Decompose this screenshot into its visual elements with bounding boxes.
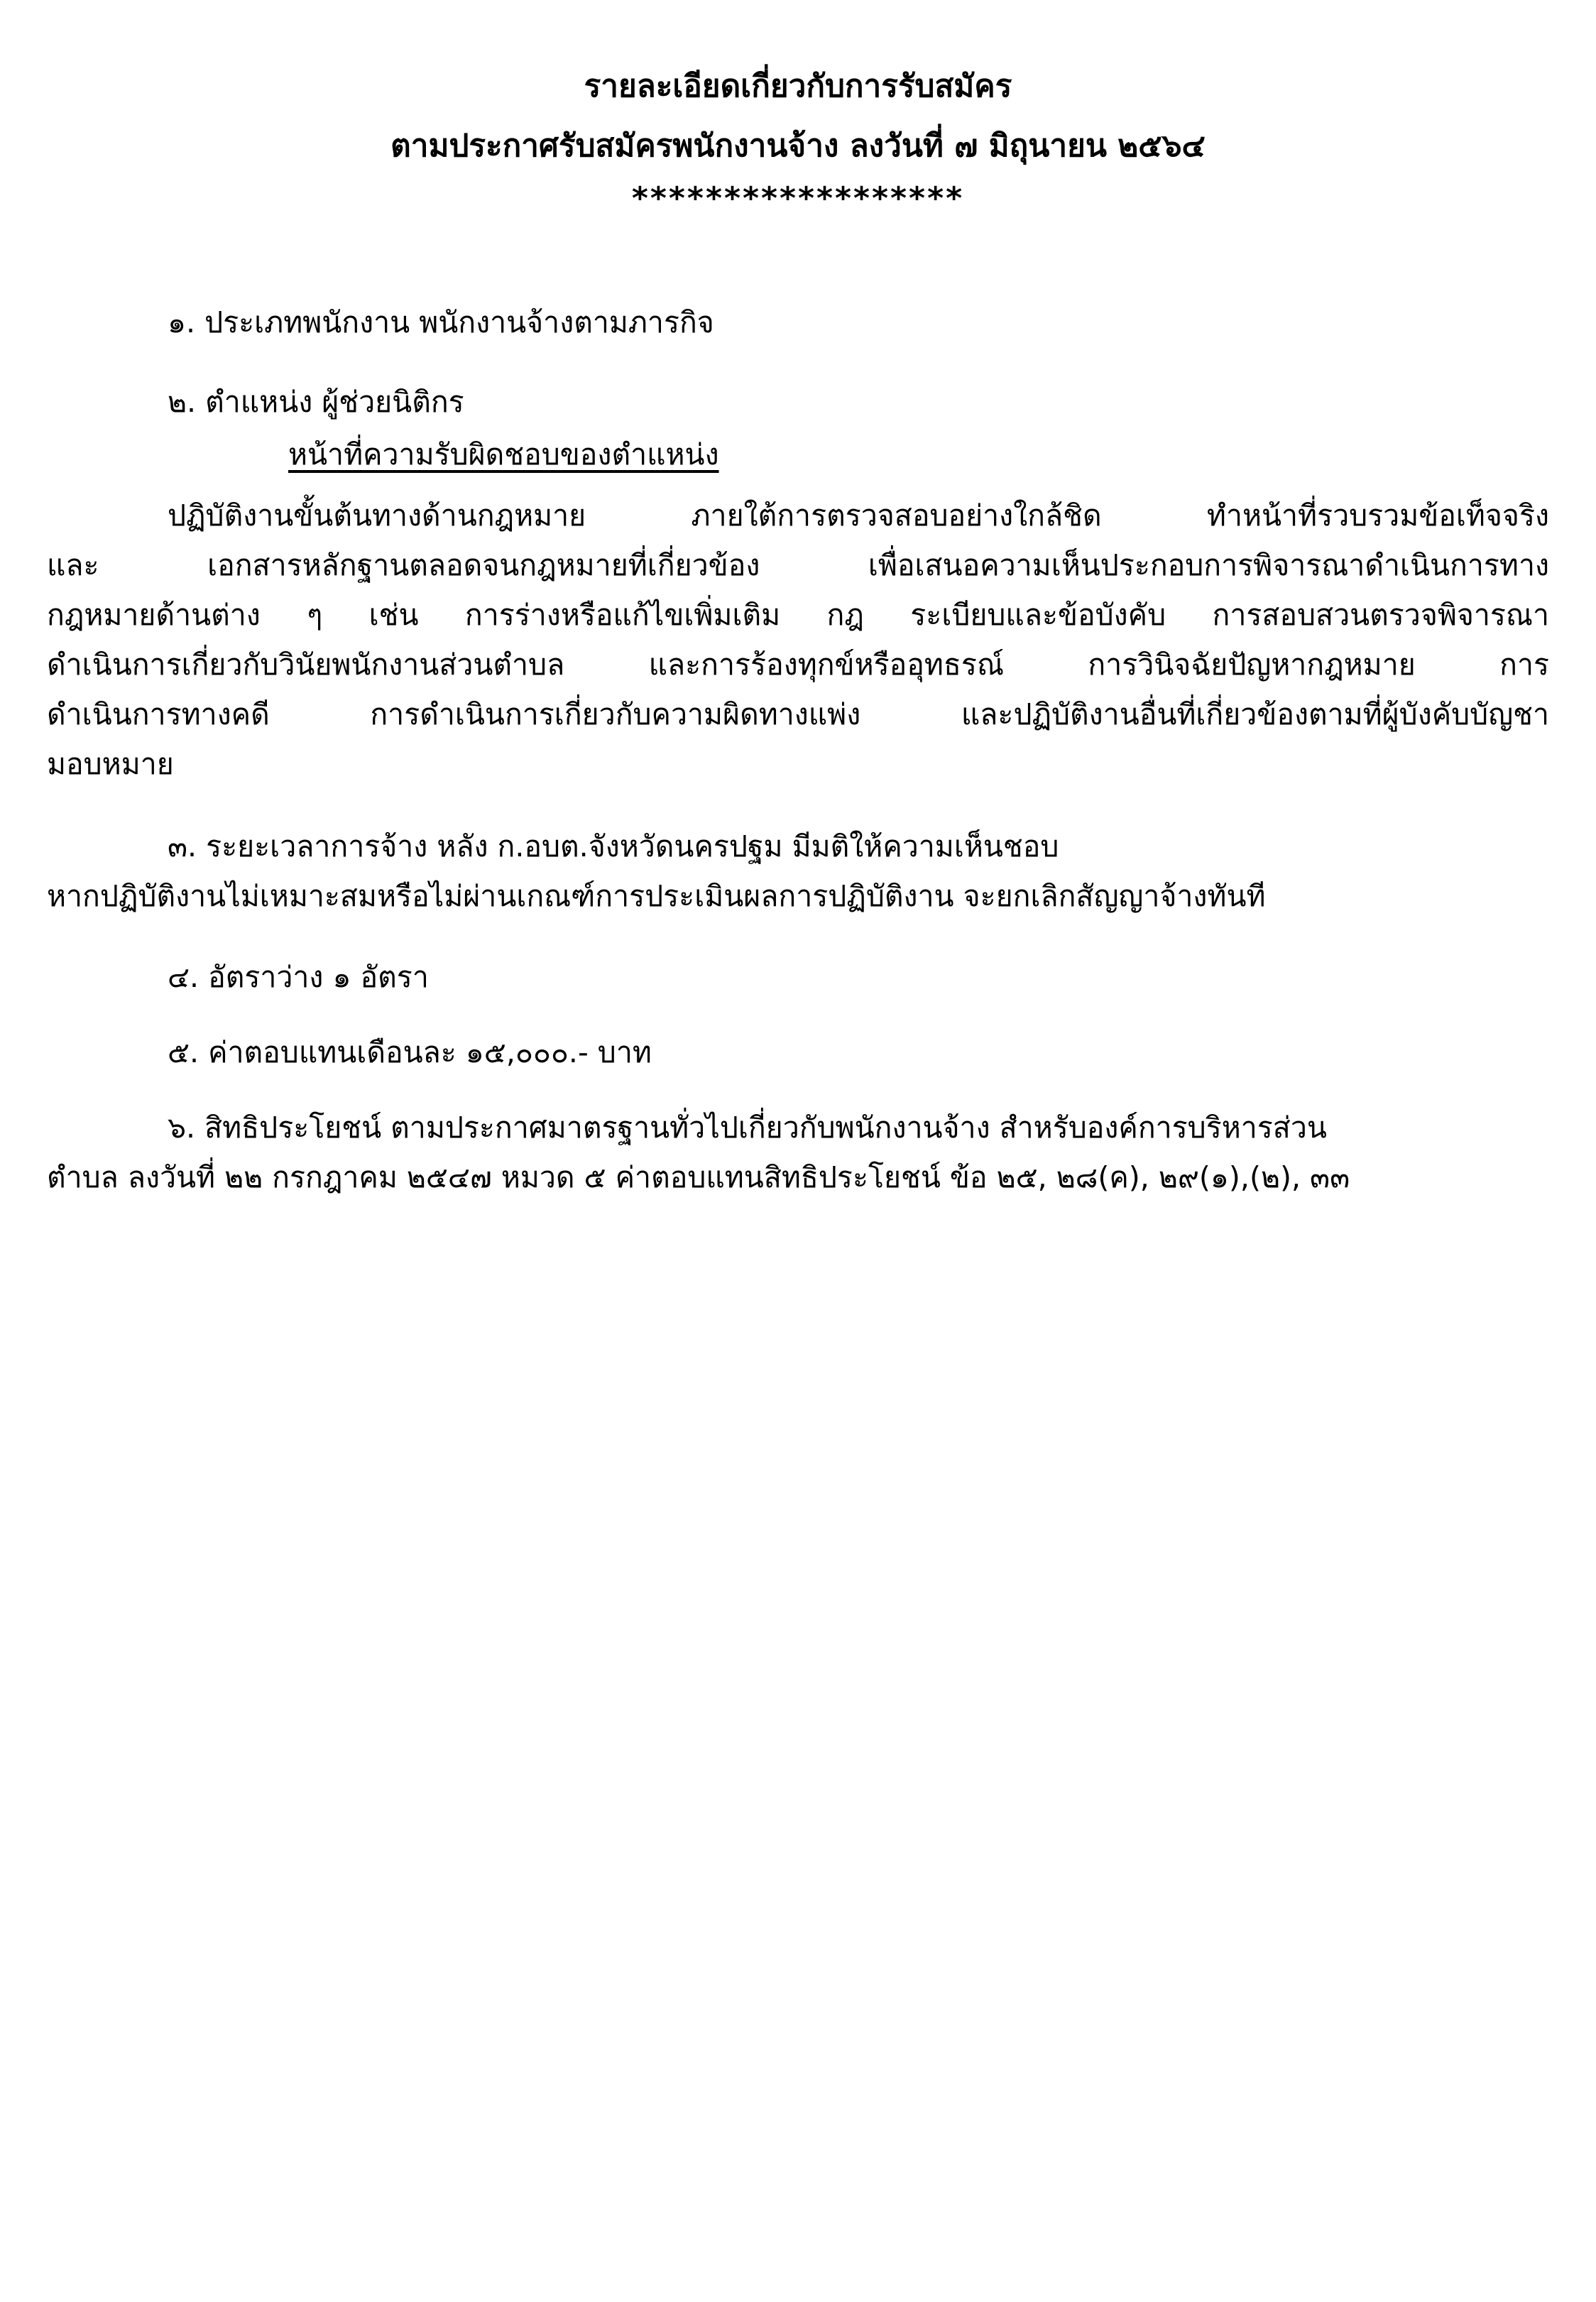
item-3-line1: ๓. ระยะเวลาการจ้าง หลัง ก.อบต.จังหวัดนครปฐม มีมติให้ความเห็นชอบ bbox=[168, 829, 1059, 863]
item-5-salary: ๕. ค่าตอบแทนเดือนละ ๑๕,๐๐๐.- บาท bbox=[168, 1035, 652, 1069]
duties-line-6: มอบหมาย bbox=[47, 747, 174, 781]
item-6-line2: ตำบล ลงวันที่ ๒๒ กรกฎาคม ๒๕๔๗ หมวด ๕ ค่าตอบแทนสิทธิประโยชน์ ข้อ ๒๕, ๒๘(ค), ๒๙(๑),(๒), ๓๓ bbox=[47, 1160, 1350, 1194]
duties-heading: หน้าที่ความรับผิดชอบของตำแหน่ง bbox=[288, 437, 719, 471]
item-3-line2: หากปฏิบัติงานไม่เหมาะสมหรือไม่ผ่านเกณฑ์การประเมินผลการปฏิบัติงาน จะยกเลิกสัญญาจ้างทันที bbox=[47, 879, 1266, 913]
item-4-vacancies: ๔. อัตราว่าง ๑ อัตรา bbox=[168, 960, 429, 994]
title-separator: ****************** bbox=[631, 180, 965, 217]
item-2-position: ๒. ตำแหน่ง ผู้ช่วยนิติกร bbox=[168, 385, 464, 419]
document-title-line1: รายละเอียดเกี่ยวกับการรับสมัคร bbox=[584, 68, 1012, 104]
duties-line-1: ปฏิบัติงานขั้นต้นทางด้านกฎหมาย ภายใต้การตรวจสอบอย่างใกล้ชิด ทำหน้าที่รวบรวมข้อเท็จจริง bbox=[168, 498, 1549, 533]
item-1-employee-type: ๑. ประเภทพนักงาน พนักงานจ้างตามภารกิจ bbox=[168, 305, 714, 339]
item-6-line1: ๖. สิทธิประโยชน์ ตามประกาศมาตรฐานทั่วไปเกี่ยวกับพนักงานจ้าง สำหรับองค์การบริหารส่วน bbox=[168, 1111, 1327, 1145]
duties-line-5: ดำเนินการทางคดี การดำเนินการเกี่ยวกับความผิดทางแพ่ง และปฏิบัติงานอื่นที่เกี่ยวข้องตามที่ผู้บังคับบัญชา bbox=[47, 697, 1549, 731]
document-title-line2: ตามประกาศรับสมัครพนักงานจ้าง ลงวันที่ ๗ มิถุนายน ๒๕๖๔ bbox=[390, 128, 1206, 164]
duties-line-4: ดำเนินการเกี่ยวกับวินัยพนักงานส่วนตำบล และการร้องทุกข์หรืออุทธรณ์ การวินิจฉัยปัญหากฎหมาย การ bbox=[47, 648, 1549, 682]
duties-line-2: และ เอกสารหลักฐานตลอดจนกฎหมายที่เกี่ยวข้อง เพื่อเสนอความเห็นประกอบการพิจารณาดำเนินการทาง bbox=[47, 548, 1549, 582]
duties-line-3: กฎหมายด้านต่าง ๆ เช่น การร่างหรือแก้ไขเพิ่มเติม กฎ ระเบียบและข้อบังคับ การสอบสวนตรวจพิจารณา bbox=[47, 598, 1549, 632]
